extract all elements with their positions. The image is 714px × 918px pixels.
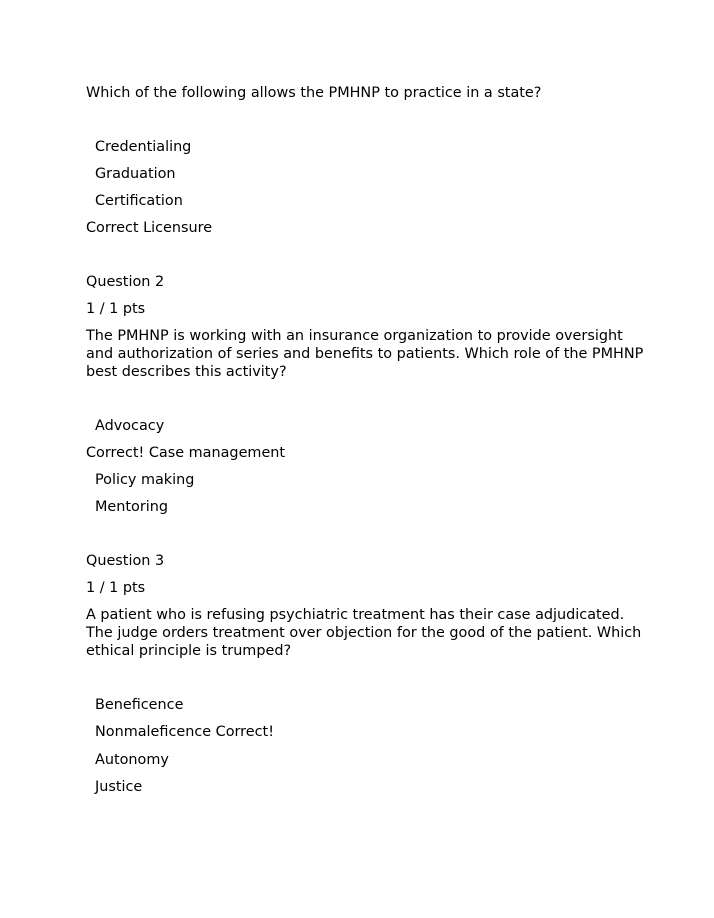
question-2-option-case-management-correct: Correct! Case management xyxy=(86,445,286,461)
question-2-points: 1 / 1 pts xyxy=(86,301,146,317)
question-3-header: Question 3 xyxy=(86,553,165,569)
question-1-prompt: Which of the following allows the PMHNP to practice in a state? xyxy=(86,85,542,101)
question-3-prompt-line-1: A patient who is refusing psychiatric treatment has their case adjudicated. xyxy=(86,607,625,623)
question-3-option-justice: Justice xyxy=(95,779,143,795)
question-3-points: 1 / 1 pts xyxy=(86,580,146,596)
question-1-option-licensure-correct: Correct Licensure xyxy=(86,220,213,236)
question-2-option-mentoring: Mentoring xyxy=(95,499,169,515)
question-2-prompt-line-3: best describes this activity? xyxy=(86,364,287,380)
question-3-option-beneficence: Beneficence xyxy=(95,697,184,713)
question-1-option-graduation: Graduation xyxy=(95,166,176,182)
question-2-option-advocacy: Advocacy xyxy=(95,418,165,434)
question-1-option-certification: Certification xyxy=(95,193,183,209)
question-3-prompt-line-2: The judge orders treatment over objection for the good of the patient. Which xyxy=(86,625,642,641)
question-3-prompt-line-3: ethical principle is trumped? xyxy=(86,643,292,659)
question-3-option-nonmaleficence-correct: Nonmaleficence Correct! xyxy=(95,724,274,740)
question-2-option-policy-making: Policy making xyxy=(95,472,195,488)
question-3-option-autonomy: Autonomy xyxy=(95,752,169,768)
question-2-header: Question 2 xyxy=(86,274,165,290)
question-2-prompt-line-1: The PMHNP is working with an insurance organization to provide oversight xyxy=(86,328,623,344)
question-2-prompt-line-2: and authorization of series and benefits to patients. Which role of the PMHNP xyxy=(86,346,644,362)
question-1-option-credentialing: Credentialing xyxy=(95,139,192,155)
